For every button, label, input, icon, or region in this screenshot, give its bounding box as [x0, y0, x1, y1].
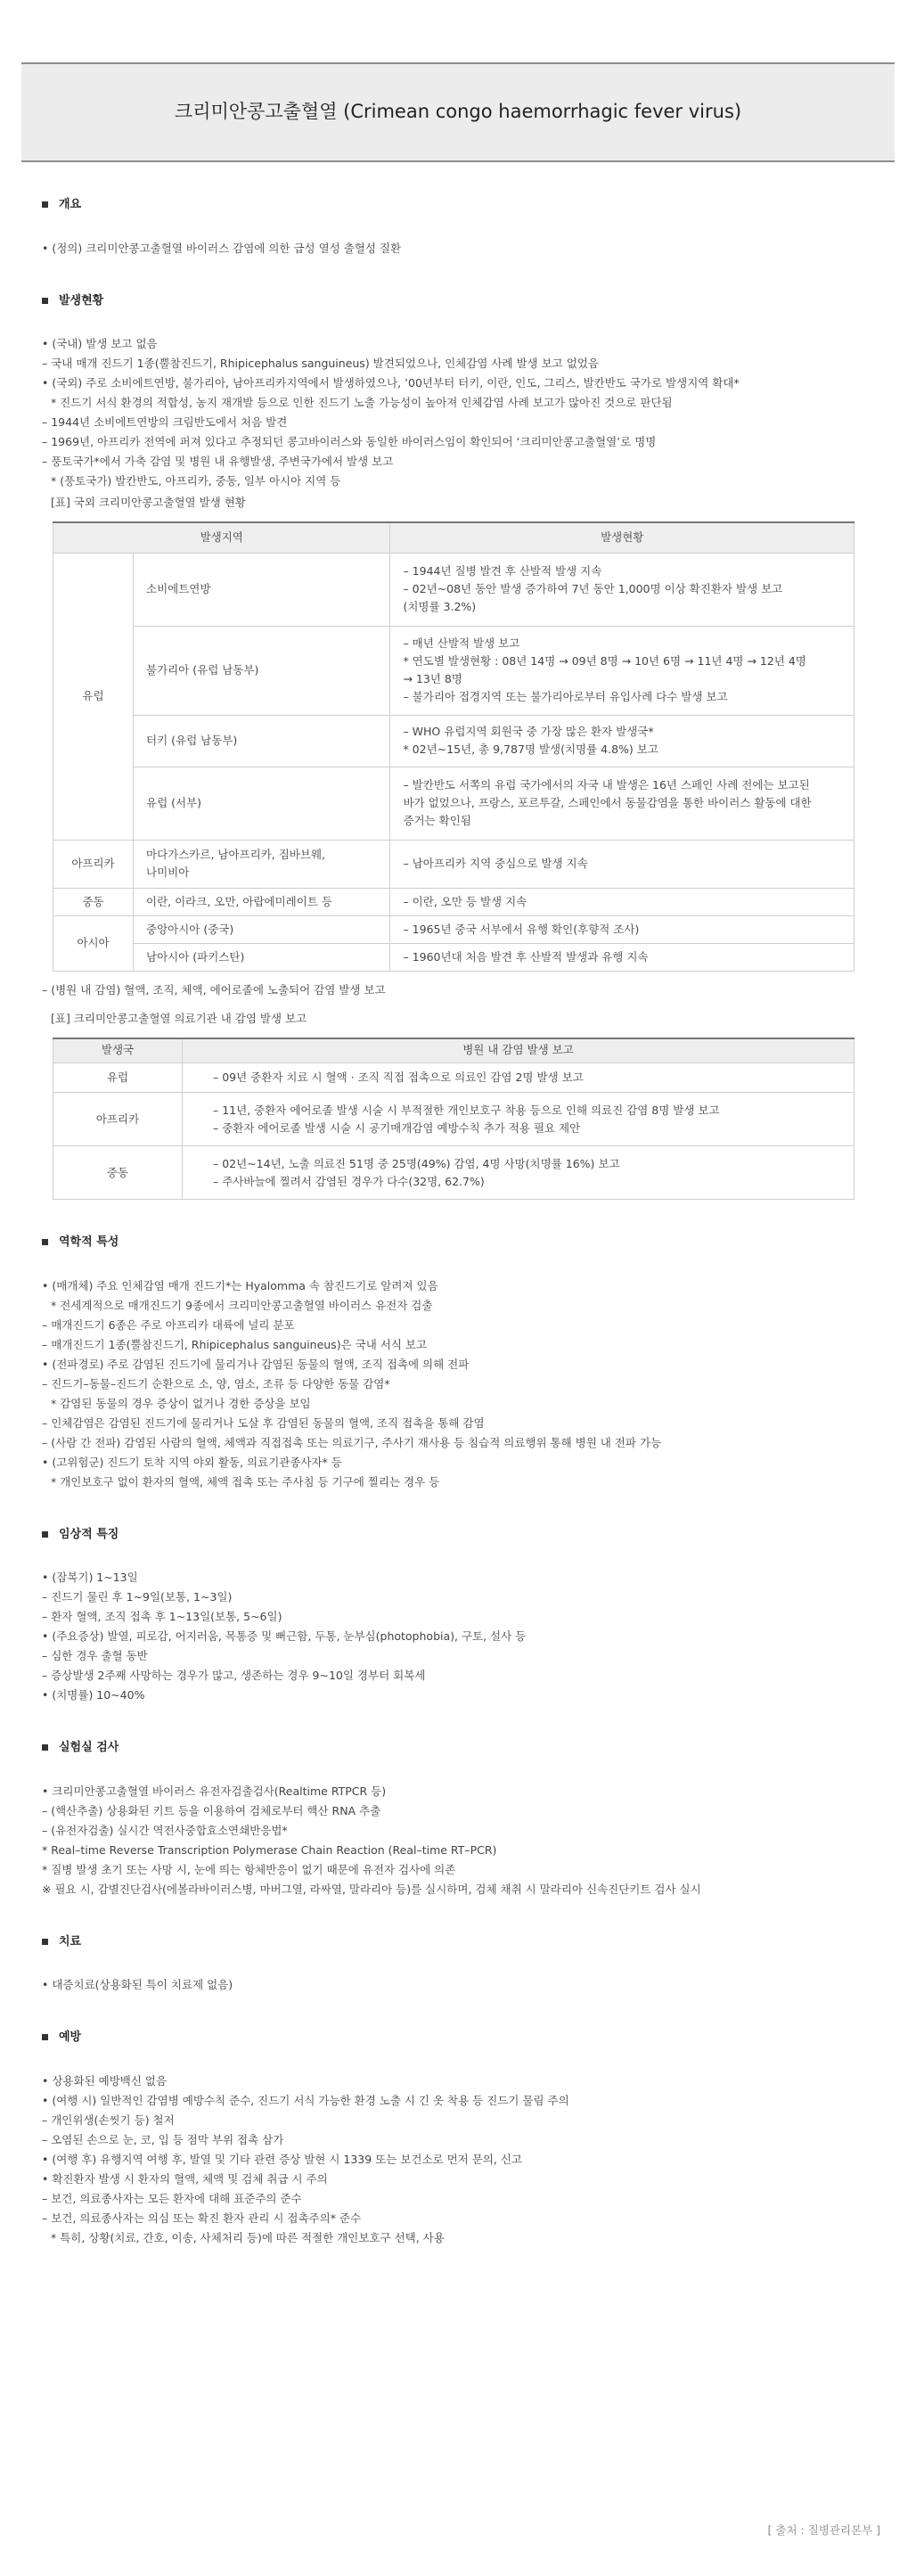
- prevention-line: * 특히, 상황(치료, 간호, 이송, 사체처리 등)에 따른 적절한 개인보호구 선택, 사용: [51, 2230, 445, 2244]
- status-cell: – 1944년 질병 발견 후 산발적 발생 지속 – 02년~08년 동안 발생 증가하여 7년 동안 1,000명 이상 확진환자 발생 보고 (치명률 3.2%): [390, 553, 855, 626]
- status-cell: – 1960년대 처음 발견 후 산발적 발생과 유행 지속: [390, 943, 855, 971]
- table-row: [53, 943, 855, 971]
- section-heading-treatment: 치료: [42, 1933, 871, 1951]
- prevention-line: • (여행 시) 일반적인 감염병 예방수칙 준수, 진드기 서식 가능한 환경 노출 시 긴 옷 착용 등 진드기 물림 주의: [42, 2093, 569, 2107]
- country-cell: 중동: [53, 1146, 183, 1200]
- region-cell: 중동: [53, 888, 134, 915]
- table-row: [53, 626, 855, 715]
- treatment-line: • 대증치료(상용화된 특이 치료제 없음): [42, 1978, 233, 1991]
- table1-caption: [표] 국외 크리미안콩고출혈열 발생 현황: [51, 496, 246, 509]
- epidemiology-line: * 개인보호구 없이 환자의 혈액, 체액 접촉 또는 주사침 등 기구에 찔리는 경우 등: [51, 1474, 440, 1489]
- epidemiology-line: – 매개진드기 1종(뿔참진드기, Rhipicephalus sanguineus)은 국내 서식 보고: [42, 1337, 428, 1351]
- occurrence-line: – 1944년 소비에트연방의 크림반도에서 처음 발견: [42, 415, 288, 429]
- table-row: [53, 715, 855, 767]
- bullet-square-icon: [42, 1744, 48, 1751]
- area-cell: 소비에트연방: [134, 553, 390, 626]
- table-row: [53, 1093, 855, 1146]
- clinical-line: • (잠복기) 1~13일: [42, 1571, 138, 1584]
- table-row: [53, 888, 855, 915]
- title-box: [21, 62, 895, 162]
- section-heading-epidemiology: 역학적 특성: [42, 1234, 871, 1251]
- lab-line: – (유전자검출) 실시간 역전사중합효소연쇄반응법*: [42, 1823, 288, 1837]
- table-row: [53, 1146, 855, 1200]
- occurrence-line: – (병원 내 감염) 혈액, 조직, 체액, 에어로졸에 노출되어 감염 발생 보고: [42, 982, 386, 997]
- area-cell: 이란, 이라크, 오만, 아랍에미레이트 등: [134, 888, 390, 915]
- clinical-line: – 진드기 물린 후 1~9일(보통, 1~3일): [42, 1590, 233, 1604]
- lab-line: • 크리미안콩고출혈열 바이러스 유전자검출검사(Realtime RTPCR 등): [42, 1784, 387, 1798]
- section-heading-lab: 실험실 검사: [42, 1739, 871, 1757]
- area-cell: 마다가스카르, 남아프리카, 짐바브웨, 나미비아: [134, 840, 390, 888]
- table-header-row: [53, 1038, 855, 1063]
- occurrence-line: • (국내) 발생 보고 없음: [42, 337, 158, 350]
- prevention-line: – 보건, 의료종사자는 의심 또는 확진 환자 관리 시 접촉주의* 준수: [42, 2211, 362, 2225]
- table-header: 병원 내 감염 발생 보고: [183, 1038, 855, 1063]
- table-header: 발생지역: [53, 522, 390, 553]
- epidemiology-line: – 인체감염은 감염된 진드기에 물리거나 도살 후 감염된 동물의 혈액, 조직 접촉을 통해 감염: [42, 1415, 485, 1430]
- status-cell: – 1965년 중국 서부에서 유행 확인(후향적 조사): [390, 915, 855, 943]
- hospital-infection-table: [53, 1038, 855, 1201]
- bullet-square-icon: [42, 298, 48, 304]
- prevention-line: • (여행 후) 유행지역 여행 후, 발열 및 기타 관련 증상 발현 시 1339 또는 보건소로 먼저 문의, 신고: [42, 2152, 522, 2166]
- content: [42, 196, 871, 2248]
- epidemiology-line: – 매개진드기 6종은 주로 아프리카 대륙에 널리 분포: [42, 1317, 295, 1332]
- country-cell: 아프리카: [53, 1093, 183, 1146]
- clinical-line: – 증상발생 2주째 사망하는 경우가 많고, 생존하는 경우 9~10일 경부터 회복세: [42, 1669, 426, 1682]
- table-header: 발생국: [53, 1038, 183, 1063]
- bullet-square-icon: [42, 1939, 48, 1945]
- status-cell: – 발칸반도 서쪽의 유럽 국가에서의 자국 내 발생은 16년 스페인 사례 전에는 보고된 바가 없었으나, 프랑스, 포르투갈, 스페인에서 동물감염을 통한 바이러스 활동에 대한 증거는 확인됨: [390, 767, 855, 840]
- table-row: [53, 553, 855, 626]
- section-heading-prevention: 예방: [42, 2029, 871, 2047]
- report-cell: – 09년 중환자 치료 시 혈액 · 조직 직접 접촉으로 의료인 감염 2명 발생 보고: [183, 1063, 855, 1093]
- prevention-line: • 확진환자 발생 시 환자의 혈액, 체액 및 검체 취급 시 주의: [42, 2171, 328, 2186]
- table-row: [53, 915, 855, 943]
- epidemiology-line: • (매개체) 주요 인체감염 매개 진드기*는 Hyalomma 속 참진드기로 알려져 있음: [42, 1278, 438, 1292]
- epidemiology-line: – 진드기–동물–진드기 순환으로 소, 양, 염소, 조류 등 다양한 동물 감염*: [42, 1376, 390, 1391]
- prevention-line: – 오염된 손으로 눈, 코, 입 등 점막 부위 접촉 삼가: [42, 2132, 284, 2146]
- area-cell: 불가리아 (유럽 남동부): [134, 626, 390, 715]
- lab-line: * Real–time Reverse Transcription Polymerase Chain Reaction (Real–time RT–PCR): [42, 1842, 497, 1857]
- report-cell: – 02년~14년, 노출 의료진 51명 중 25명(49%) 감염, 4명 사망(치명률 16%) 보고 – 주사바늘에 찔려서 감염된 경우가 다수(32명, 62.7%): [183, 1146, 855, 1200]
- bullet-square-icon: [42, 1531, 48, 1538]
- region-cell: 아시아: [53, 915, 134, 971]
- page-title: 크리미안콩고출혈열 (Crimean congo haemorrhagic fever virus): [174, 101, 742, 123]
- section-heading-clinical: 임상적 특징: [42, 1526, 871, 1544]
- region-cell: 유럽: [53, 553, 134, 840]
- country-cell: 유럽: [53, 1063, 183, 1093]
- epidemiology-line: • (전파경로) 주로 감염된 진드기에 물리거나 감염된 동물의 혈액, 조직 접촉에 의해 전파: [42, 1357, 470, 1371]
- occurrence-line: – 국내 매개 진드기 1종(뿔참진드기, Rhipicephalus sanguineus) 발견되었으나, 인체감염 사례 발생 보고 없었음: [42, 357, 599, 370]
- clinical-line: • (주요증상) 발열, 피로감, 어지러움, 목통증 및 뻐근함, 두통, 눈부심(photophobia), 구토, 설사 등: [42, 1629, 527, 1643]
- lab-line: * 질병 발생 초기 또는 사망 시, 눈에 띄는 항체반응이 없기 때문에 유전자 검사에 의존: [42, 1862, 456, 1876]
- prevention-line: – 보건, 의료종사자는 모든 환자에 대해 표준주의 준수: [42, 2191, 302, 2205]
- area-cell: 남아시아 (파키스탄): [134, 943, 390, 971]
- prevention-line: – 개인위생(손씻기 등) 철저: [42, 2112, 175, 2127]
- report-cell: – 11년, 중환자 에어로졸 발생 시술 시 부적절한 개인보호구 착용 등으로 인해 의료진 감염 8명 발생 보고 – 중환자 에어로졸 발생 시술 시 공기매개감염 예방수칙 추가 적용 필요 제안: [183, 1093, 855, 1146]
- prevention-line: • 상용화된 예방백신 없음: [42, 2073, 168, 2088]
- table-row: [53, 1063, 855, 1093]
- table2-caption: [표] 크리미안콩고출혈열 의료기관 내 감염 발생 보고: [51, 1011, 307, 1025]
- status-cell: – WHO 유럽지역 회원국 중 가장 많은 환자 발생국* * 02년~15년, 총 9,787명 발생(치명률 4.8%) 보고: [390, 715, 855, 767]
- epidemiology-line: * 감염된 동물의 경우 증상이 없거나 경한 증상을 보임: [51, 1396, 311, 1410]
- table-row: [53, 767, 855, 840]
- epidemiology-line: • (고위험군) 진드기 토착 지역 야외 활동, 의료기관종사자* 등: [42, 1455, 342, 1469]
- overseas-occurrence-table: [53, 521, 855, 972]
- status-cell: – 이란, 오만 등 발생 지속: [390, 888, 855, 915]
- occurrence-line: • (국외) 주로 소비에트연방, 불가리아, 남아프리카지역에서 발생하였으나, ’00년부터 터키, 이란, 인도, 그리스, 발칸반도 국가로 발생지역 확대*: [42, 376, 740, 390]
- clinical-line: • (치명률) 10~40%: [42, 1688, 145, 1702]
- occurrence-line: * (풍토국가) 발칸반도, 아프리카, 중동, 일부 아시아 지역 등: [51, 474, 341, 488]
- bullet-square-icon: [42, 201, 48, 208]
- section-heading-occurrence: 발생현황: [42, 292, 871, 310]
- lab-line: – (핵산추출) 상용화된 키트 등을 이용하여 검체로부터 핵산 RNA 추출: [42, 1803, 381, 1817]
- overview-line: • (정의) 크리미안콩고출혈열 바이러스 감염에 의한 급성 열성 출혈성 질환: [42, 241, 402, 255]
- table-header: 발생현황: [390, 522, 855, 553]
- clinical-line: – 환자 혈액, 조직 접촉 후 1~13일(보통, 5~6일): [42, 1610, 282, 1623]
- table-header-row: [53, 522, 855, 553]
- area-cell: 중앙아시아 (중국): [134, 915, 390, 943]
- bullet-square-icon: [42, 1239, 48, 1245]
- occurrence-line: * 진드기 서식 환경의 적합성, 농지 재개발 등으로 인한 진드기 노출 가능성이 높아져 인체감염 사례 보고가 많아진 것으로 판단됨: [51, 396, 673, 409]
- status-cell: – 남아프리카 지역 중심으로 발생 지속: [390, 840, 855, 888]
- bullet-square-icon: [42, 2034, 48, 2040]
- area-cell: 터키 (유럽 남동부): [134, 715, 390, 767]
- table-row: [53, 840, 855, 888]
- occurrence-line: – 풍토국가*에서 가축 감염 및 병원 내 유행발생, 주변국가에서 발생 보고: [42, 455, 394, 468]
- region-cell: 아프리카: [53, 840, 134, 888]
- status-cell: – 매년 산발적 발생 보고 * 연도별 발생현황 : 08년 14명 → 09년 8명 → 10년 6명 → 11년 4명 → 12년 4명 → 13년 8명 – 불가리아 접경지역 또는 불가리아로부터 유입사례 다수 발생 보고: [390, 626, 855, 715]
- epidemiology-line: – (사람 간 전파) 감염된 사람의 혈액, 체액과 직접접촉 또는 의료기구, 주사기 재사용 등 침습적 의료행위 통해 병원 내 전파 가능: [42, 1435, 662, 1449]
- source-credit: [ 출처 : 질병관리본부 ]: [767, 2523, 880, 2537]
- area-cell: 유럽 (서부): [134, 767, 390, 840]
- occurrence-line: – 1969년, 아프리카 전역에 퍼져 있다고 추정되던 콩고바이러스와 동일한 바이러스임이 확인되어 ‘크리미안콩고출혈열’로 명명: [42, 435, 657, 448]
- epidemiology-line: * 전세계적으로 매개진드기 9종에서 크리미안콩고출혈열 바이러스 유전자 검출: [51, 1298, 433, 1312]
- section-heading-overview: 개요: [42, 196, 871, 214]
- lab-line: ※ 필요 시, 감별진단검사(에볼라바이러스병, 마버그열, 라싸열, 말라리아 등)를 실시하며, 검체 채취 시 말라리아 신속진단키트 검사 실시: [42, 1882, 701, 1896]
- clinical-line: – 심한 경우 출혈 동반: [42, 1649, 148, 1662]
